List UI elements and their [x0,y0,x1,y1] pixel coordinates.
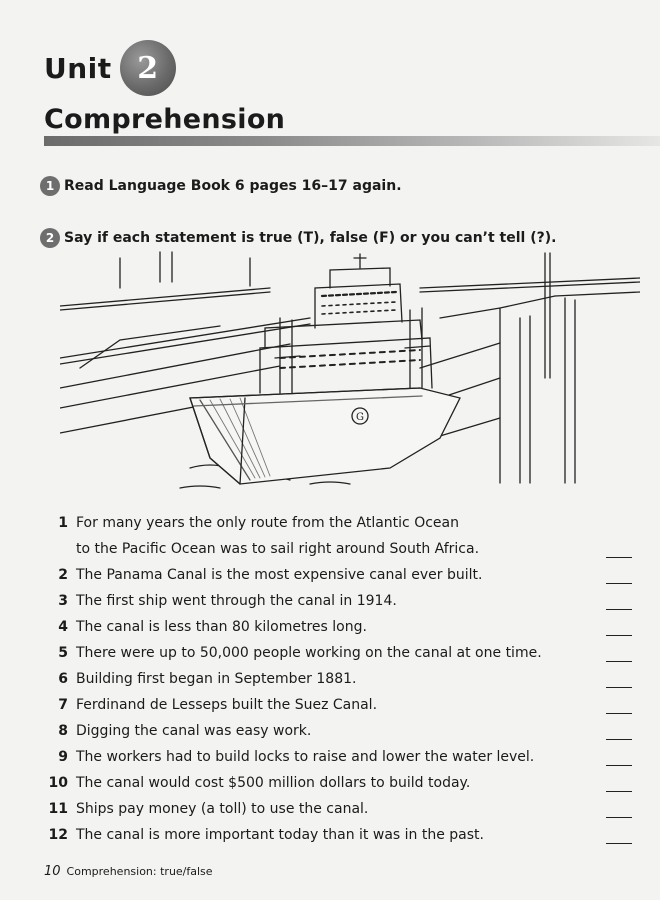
question-item [40,744,640,770]
question-line: There were up to 50,000 people working on the canal at one time. [76,645,542,661]
ship-in-canal-lock-illustration [60,248,640,498]
question-line: The workers had to build locks to raise and lower the water level. [76,749,535,765]
question-line: to the Pacific Ocean was to sail right around South Africa. [76,541,480,557]
page-footer [44,864,213,879]
answer-blank[interactable] [606,583,632,584]
question-number: 6 [58,671,68,687]
question-line: The canal is more important today than it was in the past. [76,827,484,843]
question-number: 7 [58,697,68,713]
question-line: Ships pay money (a toll) to use the canal. [76,801,369,817]
question-item [40,640,640,666]
question-item [40,718,640,744]
answer-blank[interactable] [606,765,632,766]
question-line: The canal is less than 80 kilometres long. [76,619,367,635]
instruction-text: Say if each statement is true (T), false (F) or you can’t tell (?). [64,230,557,246]
footer-label: Comprehension: true/false [66,865,213,878]
question-item [40,562,640,588]
question-text [76,692,640,718]
question-item [40,770,640,796]
question-item [40,510,640,562]
question-text [76,770,640,796]
questions-list [40,510,640,848]
hull-emblem: G [356,412,364,423]
question-text [76,822,640,848]
question-number: 2 [58,567,68,583]
unit-heading [44,40,176,96]
answer-blank[interactable] [606,609,632,610]
question-number: 12 [48,827,68,843]
title-underline-bar [44,136,660,146]
instruction-text: Read Language Book 6 pages 16–17 again. [64,178,402,194]
question-number: 1 [58,515,68,531]
question-item [40,796,640,822]
question-line: Ferdinand de Lesseps built the Suez Canal. [76,697,378,713]
question-line: Digging the canal was easy work. [76,723,312,739]
answer-blank[interactable] [606,661,632,662]
question-number: 5 [58,645,68,661]
question-item [40,666,640,692]
answer-blank[interactable] [606,791,632,792]
question-number: 3 [58,593,68,609]
question-text [76,614,640,640]
question-item [40,588,640,614]
question-text [76,718,640,744]
instruction-number-badge: 1 [40,176,60,196]
question-text [76,640,640,666]
answer-blank[interactable] [606,557,632,558]
answer-blank[interactable] [606,687,632,688]
instruction-1 [40,176,402,196]
question-line: The first ship went through the canal in 1914. [76,593,397,609]
question-line: The canal would cost $500 million dollars to build today. [76,775,471,791]
answer-blank[interactable] [606,739,632,740]
question-text [76,510,640,562]
question-number: 11 [48,801,68,817]
question-number: 8 [58,723,68,739]
question-item [40,614,640,640]
instruction-number-badge: 2 [40,228,60,248]
instruction-2 [40,228,556,248]
question-number: 4 [58,619,68,635]
question-line: For many years the only route from the Atlantic Ocean [76,515,459,531]
section-title: Comprehension [44,104,286,135]
question-line: The Panama Canal is the most expensive canal ever built. [76,567,483,583]
page-number: 10 [44,864,61,879]
question-text [76,588,640,614]
answer-blank[interactable] [606,817,632,818]
unit-number-badge: 2 [120,40,176,96]
question-text [76,666,640,692]
question-line: Building first began in September 1881. [76,671,357,687]
question-number: 10 [48,775,68,791]
question-text [76,562,640,588]
unit-label: Unit [44,51,112,85]
answer-blank[interactable] [606,635,632,636]
question-item [40,822,640,848]
question-text [76,744,640,770]
answer-blank[interactable] [606,713,632,714]
answer-blank[interactable] [606,843,632,844]
question-number: 9 [58,749,68,765]
question-item [40,692,640,718]
question-text [76,796,640,822]
